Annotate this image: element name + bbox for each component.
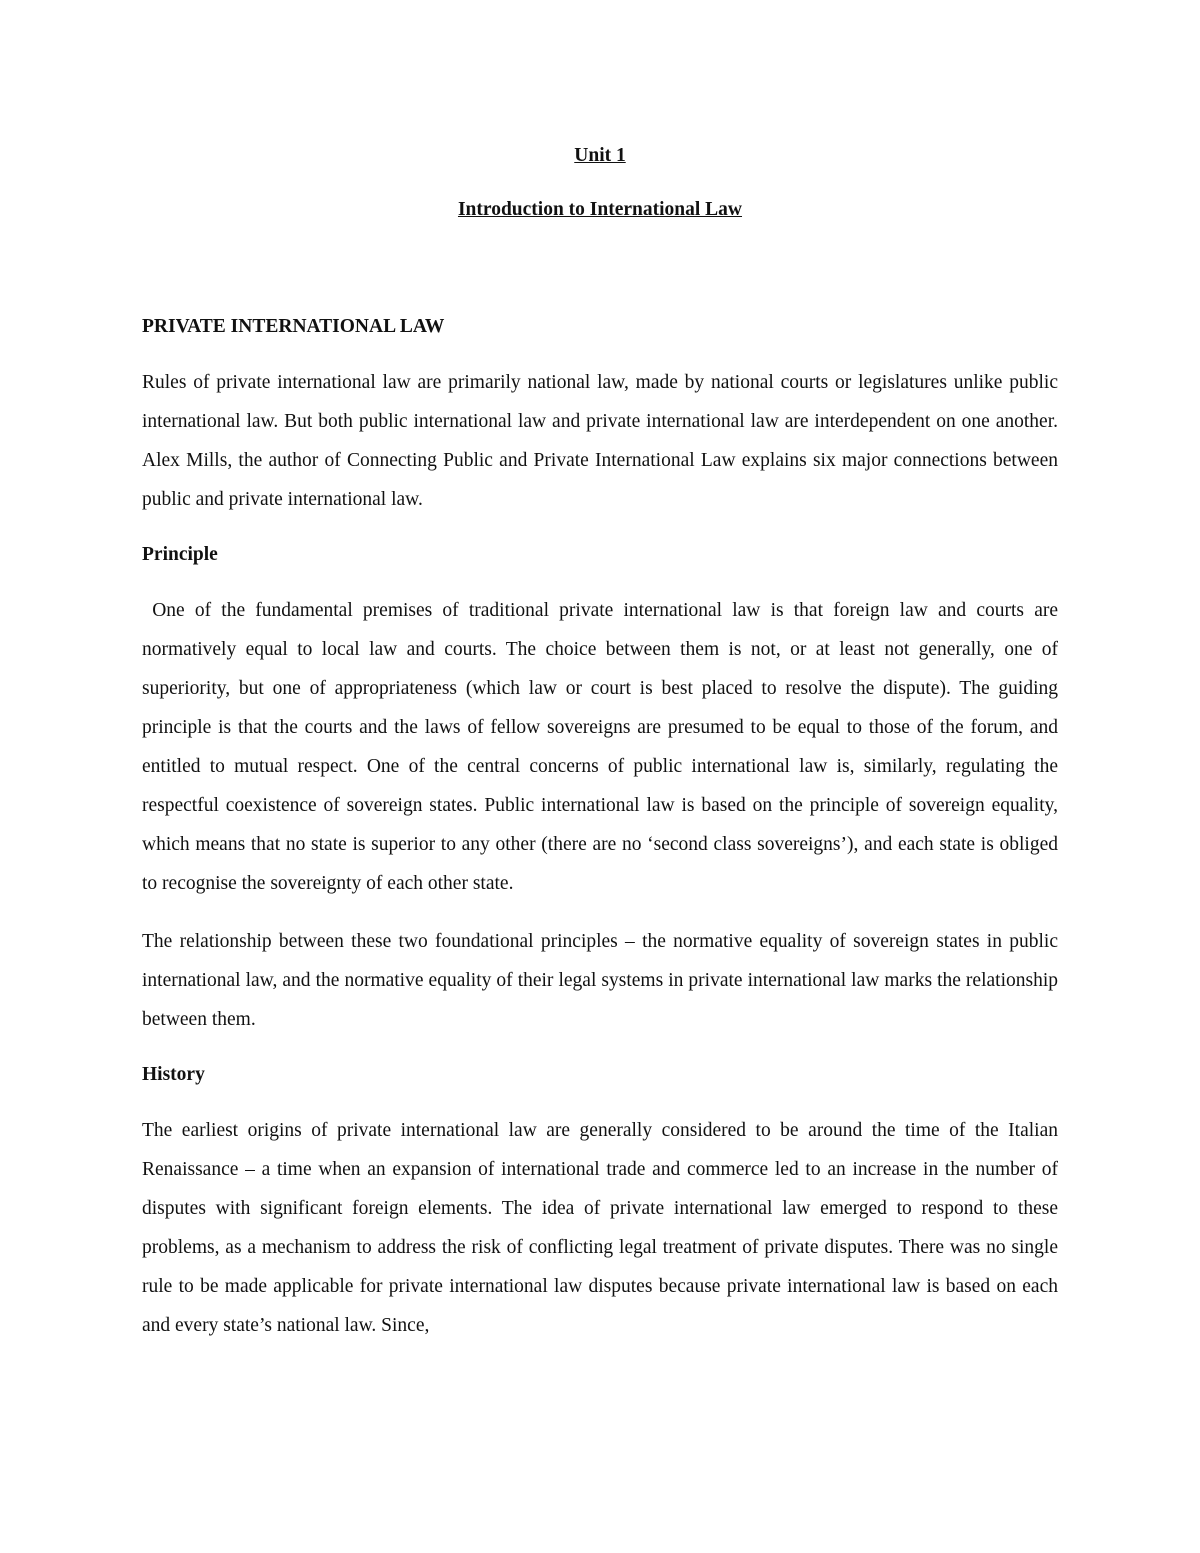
chapter-title: Introduction to International Law	[457, 199, 743, 220]
paragraph-history: The earliest origins of private international law are generally considered to be around the time of the Italian Renaissance – a time when an expansion of international trade and commerce led to an increase in the number of disputes with significant foreign elements. The idea of private international law emerged to respond to these problems, as a mechanism to address the risk of conflicting legal treatment of private disputes. There was no single rule to be made applicable for private international law disputes because private international law is based on each and every state’s national law. Since,	[142, 1120, 1058, 1336]
paragraph-rules: Rules of private international law are primarily national law, made by national courts or legislatures unlike public international law. But both public international law and private international law are interdependent on one another. Alex Mills, the author of Connecting Public and Private International Law explains six major connections between public and private international law.	[142, 372, 1058, 510]
paragraph-relationship: The relationship between these two foundational principles – the normative equality of sovereign states in public international law, and the normative equality of their legal systems in private international law marks the relationship between them.	[142, 931, 1058, 1030]
section-heading-principle: Principle	[142, 544, 218, 565]
section-heading-history: History	[142, 1064, 205, 1085]
paragraph-principle: One of the fundamental premises of traditional private international law is that foreign law and courts are normatively equal to local law and courts. The choice between them is not, or at least not generally, one of superiority, but one of appropriateness (which law or court is best placed to resolve the dispute). The guiding principle is that the courts and the laws of fellow sovereigns are presumed to be equal to those of the forum, and entitled to mutual respect. One of the central concerns of public international law is, similarly, regulating the respectful coexistence of sovereign states. Public international law is based on the principle of sovereign equality, which means that no state is superior to any other (there are no ‘second class sovereigns’), and each state is obliged to recognise the sovereignty of each other state.	[142, 600, 1063, 894]
document-body	[142, 140, 1063, 1345]
section-heading-private-international-law: PRIVATE INTERNATIONAL LAW	[142, 316, 445, 337]
unit-title: Unit 1	[574, 145, 626, 166]
